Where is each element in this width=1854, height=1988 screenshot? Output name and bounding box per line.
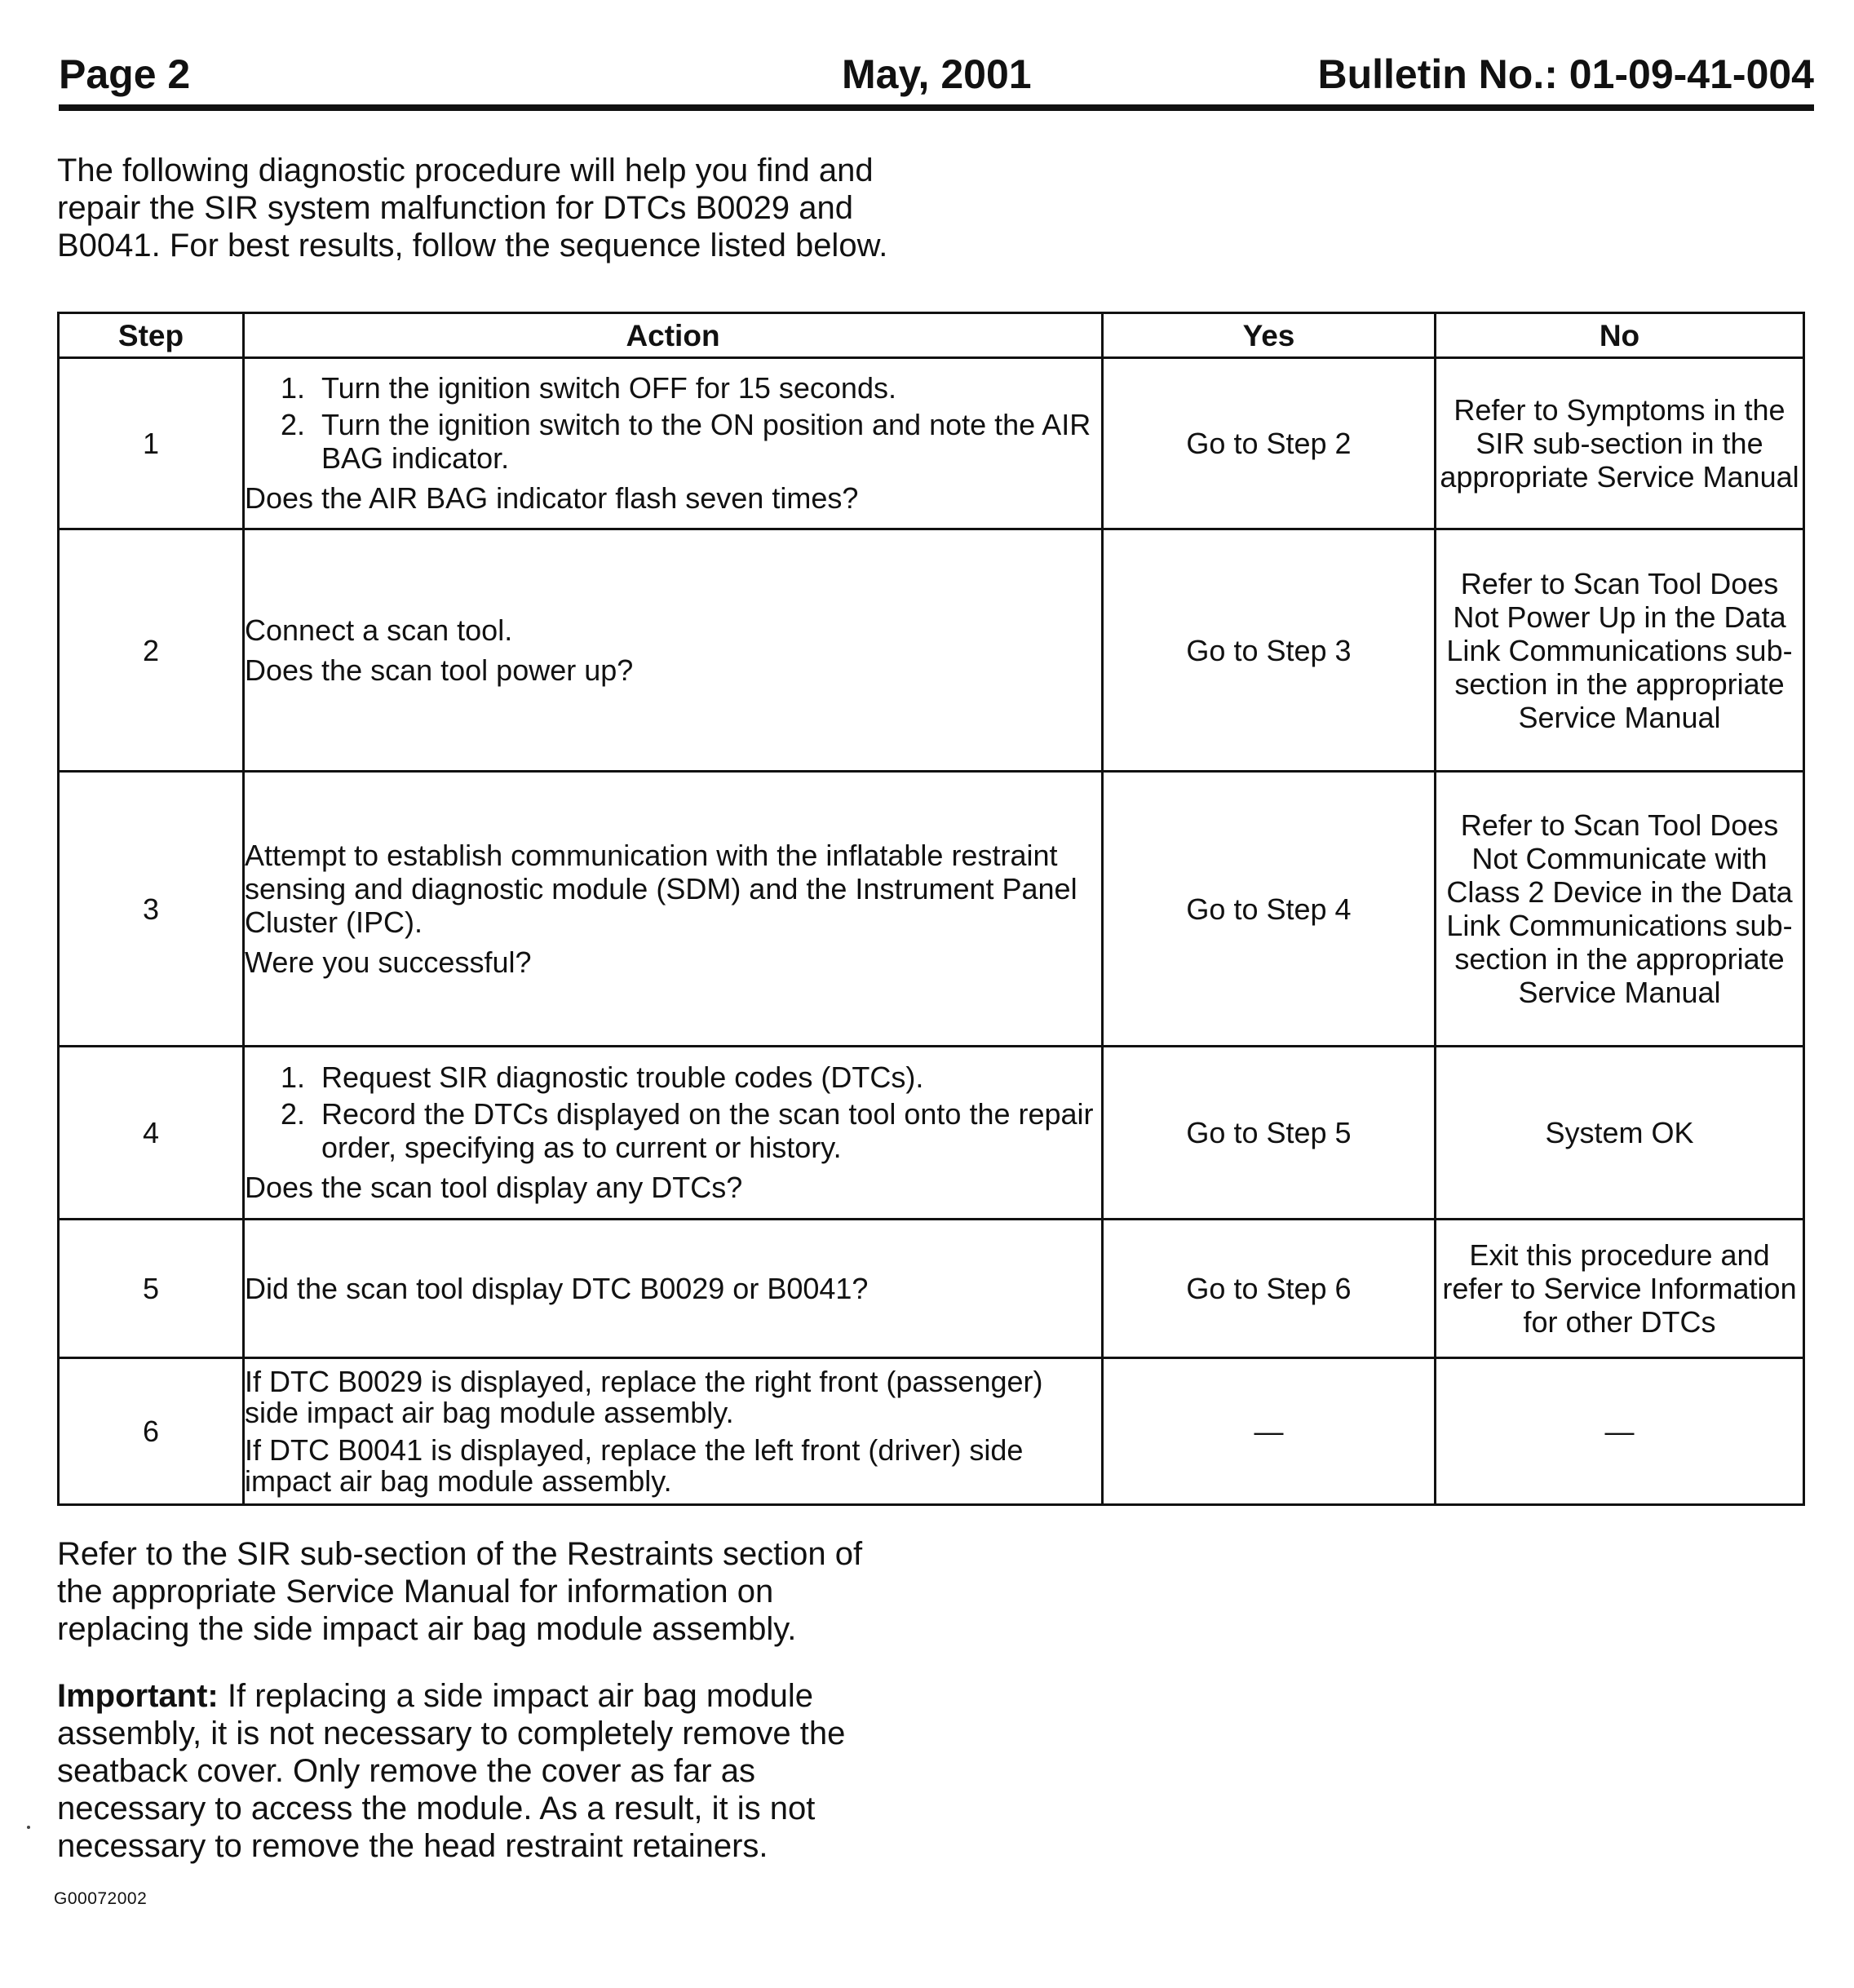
page-number: Page 2	[59, 51, 191, 97]
table-row	[59, 1358, 1804, 1505]
action-text: Attempt to establish communication with the inflatable restraint sensing and diagnostic module (SDM) and the Instrument Panel Cluster (IPC).	[245, 839, 1077, 939]
yes-cell: Go to Step 5	[1103, 1047, 1436, 1220]
bulletin-date: May, 2001	[842, 51, 1032, 97]
no-cell: Refer to Symptoms in the SIR sub-section in the appropriate Service Manual	[1436, 358, 1804, 529]
step-number: 4	[59, 1047, 244, 1220]
yes-cell: Go to Step 3	[1103, 529, 1436, 772]
no-cell: Refer to Scan Tool Does Not Power Up in the Data Link Communications sub-section in the appropriate Service Manual	[1436, 529, 1804, 772]
table-row	[59, 358, 1804, 529]
diagnostic-table	[57, 312, 1805, 1506]
action-text: If DTC B0041 is displayed, replace the left front (driver) side impact air bag module assembly.	[245, 1432, 1024, 1498]
step-number: 6	[59, 1358, 244, 1505]
action-question: Does the scan tool power up?	[245, 653, 634, 687]
table-header-row	[59, 313, 1804, 358]
yes-cell: —	[1103, 1358, 1436, 1505]
table-row	[59, 1220, 1804, 1358]
table-row	[59, 772, 1804, 1047]
step-number: 3	[59, 772, 244, 1047]
yes-cell: Go to Step 4	[1103, 772, 1436, 1047]
step-column-header: Step	[59, 313, 244, 358]
action-item: 2. Turn the ignition switch to the ON position and note the AIR BAG indicator.	[313, 408, 1101, 475]
action-question: Does the AIR BAG indicator flash seven times?	[245, 480, 859, 515]
action-question: Were you successful?	[245, 945, 532, 979]
action-cell	[244, 1220, 1103, 1358]
reference-paragraph: Refer to the SIR sub-section of the Restraints section of the appropriate Service Manual for information on replacing the side impact air bag module assembly.	[57, 1536, 863, 1647]
header-rule	[59, 104, 1814, 111]
action-cell	[244, 1047, 1103, 1220]
figure-id: G00072002	[54, 1889, 148, 1908]
scan-speck	[27, 1826, 30, 1829]
no-cell: —	[1436, 1358, 1804, 1505]
action-cell	[244, 1358, 1103, 1505]
action-item: 2. Record the DTCs displayed on the scan tool onto the repair order, specifying as to current or history.	[313, 1097, 1101, 1164]
table-row	[59, 529, 1804, 772]
action-column-header: Action	[244, 313, 1103, 358]
action-text: Connect a scan tool.	[245, 613, 513, 647]
yes-cell: Go to Step 2	[1103, 358, 1436, 529]
step-number: 2	[59, 529, 244, 772]
intro-paragraph: The following diagnostic procedure will help you find and repair the SIR system malfunction for DTCs B0029 and B0041. For best results, follow the sequence listed below.	[57, 153, 888, 263]
action-cell	[244, 772, 1103, 1047]
action-list	[245, 371, 1101, 475]
no-column-header: No	[1436, 313, 1804, 358]
action-question: Did the scan tool display DTC B0029 or B0041?	[245, 1272, 869, 1305]
action-list	[245, 1060, 1101, 1164]
action-item: 1. Turn the ignition switch OFF for 15 seconds.	[313, 371, 1101, 405]
action-cell	[244, 358, 1103, 529]
important-label: Important:	[57, 1678, 219, 1714]
yes-column-header: Yes	[1103, 313, 1436, 358]
action-item: 1. Request SIR diagnostic trouble codes (DTCs).	[313, 1060, 1101, 1094]
action-text: If DTC B0029 is displayed, replace the right front (passenger) side impact air bag module assembly.	[245, 1364, 1043, 1429]
no-cell: Exit this procedure and refer to Service Information for other DTCs	[1436, 1220, 1804, 1358]
page-header	[59, 51, 1814, 100]
step-number: 5	[59, 1220, 244, 1358]
step-number: 1	[59, 358, 244, 529]
bulletin-number: Bulletin No.: 01-09-41-004	[1317, 51, 1814, 97]
no-cell: Refer to Scan Tool Does Not Communicate with Class 2 Device in the Data Link Communications sub-section in the appropriate Service Manual	[1436, 772, 1804, 1047]
important-note	[57, 1677, 905, 1865]
important-text: If replacing a side impact air bag module assembly, it is not necessary to completely remove the seatback cover. Only remove the cover as far as necessary to access the module. As a result, it is not necessary to remove the head restraint retainers.	[57, 1678, 846, 1864]
no-cell: System OK	[1436, 1047, 1804, 1220]
action-cell	[244, 529, 1103, 772]
table-row	[59, 1047, 1804, 1220]
action-question: Does the scan tool display any DTCs?	[245, 1170, 743, 1204]
yes-cell: Go to Step 6	[1103, 1220, 1436, 1358]
